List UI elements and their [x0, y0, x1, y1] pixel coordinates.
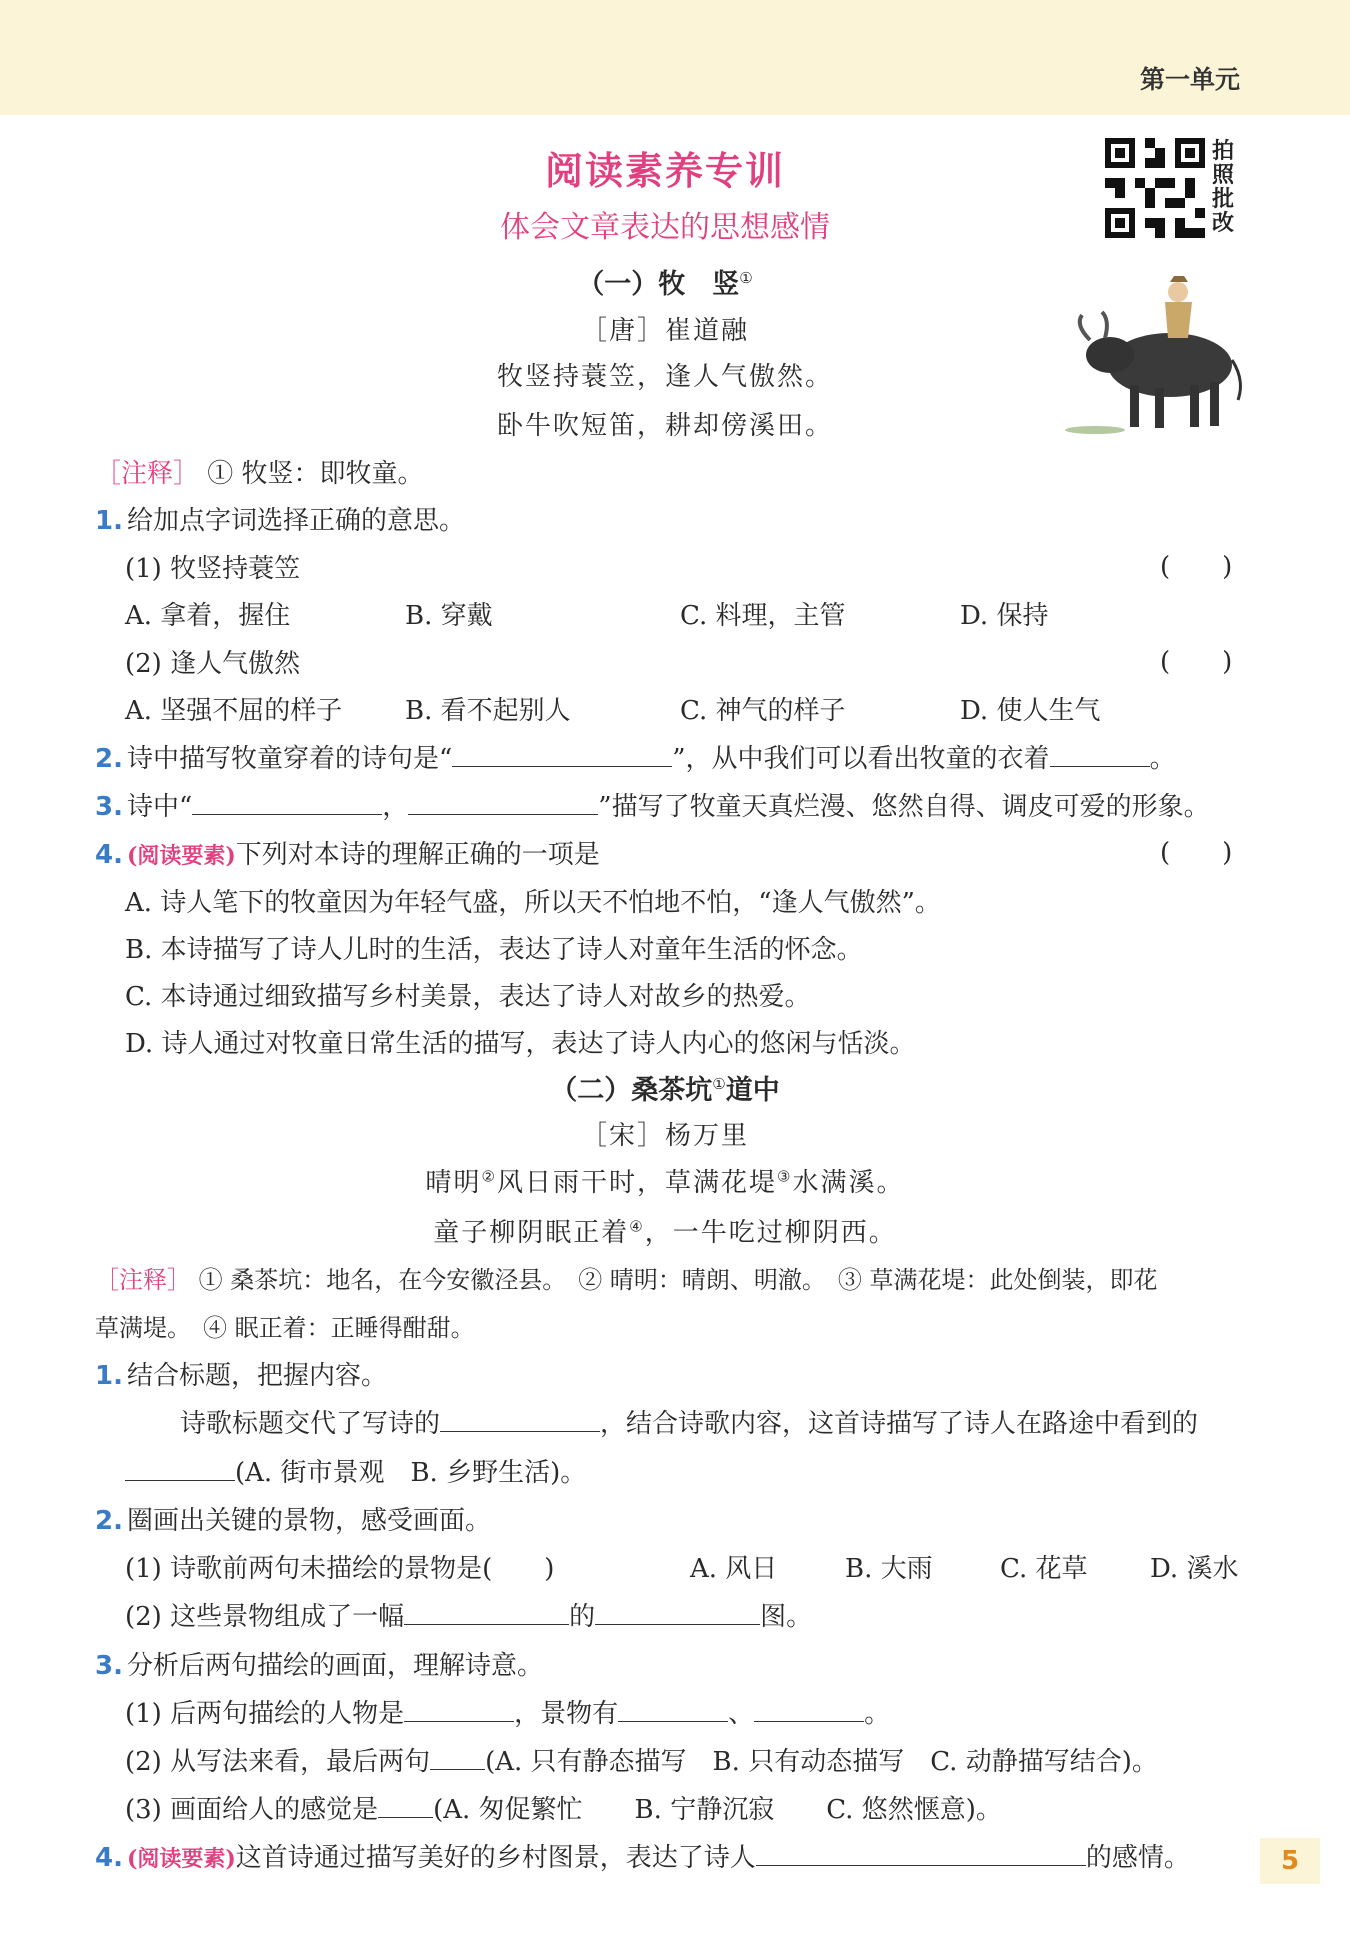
s2-q2-optb: B. 大雨 — [845, 1554, 933, 1584]
s1-q1-optc: C. 料理，主管 — [680, 601, 846, 631]
poem2-author: ［宋］杨万里 — [580, 1121, 749, 1151]
page-subtitle: 体会文章表达的思想感情 — [500, 210, 830, 245]
answer-blank[interactable] — [756, 1843, 1086, 1866]
s2-q2: 2. 圈画出关键的景物，感受画面。 — [95, 1506, 491, 1536]
page-title: 阅读素养专训 — [544, 149, 785, 193]
s2-q3-sub1: (1) 后两句描绘的人物是 ，景物有 、 。 — [125, 1699, 891, 1729]
answer-blank[interactable] — [125, 1458, 235, 1481]
s2-q2-optd: D. 溪水 — [1150, 1554, 1239, 1584]
s1-q1-optd: D. 保持 — [960, 601, 1049, 631]
s1-q1-optd2: D. 使人生气 — [960, 696, 1101, 726]
s2-q2-sub1: (1) 诗歌前两句未描绘的景物是( ) — [125, 1554, 555, 1584]
poem2-note2: 草满堤。 ④ 眠正着：正睡得酣甜。 — [95, 1314, 475, 1342]
s1-q1-sub1: (1) 牧竖持蓑笠 — [125, 554, 301, 584]
page-number: 5 — [1260, 1838, 1320, 1884]
s2-q1-text2: (A. 街市景观 B. 乡野生活)。 — [125, 1452, 586, 1489]
s1-q1-optc2: C. 神气的样子 — [680, 696, 846, 726]
answer-paren[interactable]: ( ) — [1160, 552, 1233, 582]
poem1-line1: 牧竖持蓑笠，逢人气傲然。 — [496, 362, 833, 392]
answer-blank[interactable] — [408, 792, 598, 815]
s1-q4-optc: C. 本诗通过细致描写乡村美景，表达了诗人对故乡的热爱。 — [125, 982, 811, 1012]
answer-blank[interactable] — [404, 1699, 514, 1722]
s1-q4: 4. (阅读要素)下列对本诗的理解正确的一项是 — [95, 840, 600, 870]
answer-blank[interactable] — [404, 1602, 569, 1625]
s2-q3-sub2: (2) 从写法来看，最后两句 (A. 只有静态描写 B. 只有动态描写 C. 动静描写结合)。 — [125, 1747, 1158, 1777]
s1-q1-sub2: (2) 逢人气傲然 — [125, 649, 301, 679]
s1-q1-optb2: B. 看不起别人 — [405, 696, 571, 726]
s1-q3: 3. 诗中“ ， ”描写了牧童天真烂漫、悠然自得、调皮可爱的形象。 — [95, 792, 1210, 822]
poem1-title: （一）牧 竖① — [577, 269, 753, 300]
answer-blank[interactable] — [192, 792, 382, 815]
answer-blank[interactable] — [1050, 744, 1150, 767]
answer-blank[interactable] — [440, 1409, 600, 1432]
s1-q4-optb: B. 本诗描写了诗人儿时的生活，表达了诗人对童年生活的怀念。 — [125, 935, 863, 965]
s1-q4-opta: A. 诗人笔下的牧童因为年轻气盛，所以天不怕地不怕，“逢人气傲然”。 — [125, 888, 941, 918]
s1-q4-optd: D. 诗人通过对牧童日常生活的描写，表达了诗人内心的悠闲与恬淡。 — [125, 1029, 916, 1059]
unit-label: 第一单元 — [1140, 65, 1241, 94]
answer-blank[interactable] — [430, 1747, 485, 1770]
poem1-note: ［注释］ ① 牧竖：即牧童。 — [95, 459, 424, 489]
s2-q2-optc: C. 花草 — [1000, 1554, 1088, 1584]
poem1-author: ［唐］崔道融 — [580, 316, 749, 346]
s1-q1-opta: A. 拿着，握住 — [125, 601, 291, 631]
header-band — [0, 0, 1350, 115]
s2-q3-sub3: (3) 画面给人的感觉是 (A. 匆促繁忙 B. 宁静沉寂 C. 悠然惬意)。 — [125, 1795, 1002, 1825]
s2-q2-opta: A. 风日 — [690, 1554, 778, 1584]
answer-blank[interactable] — [452, 744, 672, 767]
qr-label: 拍照批改 — [1212, 139, 1235, 236]
s1-q2: 2. 诗中描写牧童穿着的诗句是“ ”，从中我们可以看出牧童的衣着 。 — [95, 744, 1176, 774]
s2-q2-sub2: (2) 这些景物组成了一幅 的 图。 — [125, 1602, 813, 1632]
s1-q1: 1. 给加点字词选择正确的意思。 — [95, 506, 465, 536]
answer-paren[interactable]: ( ) — [1160, 838, 1233, 868]
poem2-title: （二）桑茶坑①道中 — [550, 1075, 780, 1106]
poem1-line2: 卧牛吹短笛，耕却傍溪田。 — [496, 411, 833, 441]
s2-q1: 1. 结合标题，把握内容。 — [95, 1361, 387, 1391]
poem2-line2: 童子柳阴眠正着④，一牛吃过柳阴西。 — [433, 1217, 897, 1248]
s2-q1-text: 诗歌标题交代了写诗的 ，结合诗歌内容，这首诗描写了诗人在路途中看到的 — [180, 1409, 1199, 1439]
poem2-line1: 晴明②风日雨干时，草满花堤③水满溪。 — [425, 1167, 905, 1198]
answer-paren[interactable]: ( ) — [1160, 647, 1233, 677]
s2-q4: 4. (阅读要素)这首诗通过描写美好的乡村图景，表达了诗人 的感情。 — [95, 1843, 1190, 1873]
s2-q3: 3. 分析后两句描绘的画面，理解诗意。 — [95, 1651, 543, 1681]
qr-code-icon[interactable] — [1105, 138, 1205, 238]
s1-q1-optb: B. 穿戴 — [405, 601, 493, 631]
s1-q1-opta2: A. 坚强不屈的样子 — [125, 696, 343, 726]
poem2-note1: ［注释］ ① 桑茶坑：地名，在今安徽泾县。 ② 晴明：晴朗、明澈。 ③ 草满花堤：此处倒装，即花 — [95, 1266, 1158, 1294]
answer-blank[interactable] — [754, 1699, 864, 1722]
answer-blank[interactable] — [378, 1795, 433, 1818]
answer-blank[interactable] — [595, 1602, 760, 1625]
answer-blank[interactable] — [618, 1699, 728, 1722]
